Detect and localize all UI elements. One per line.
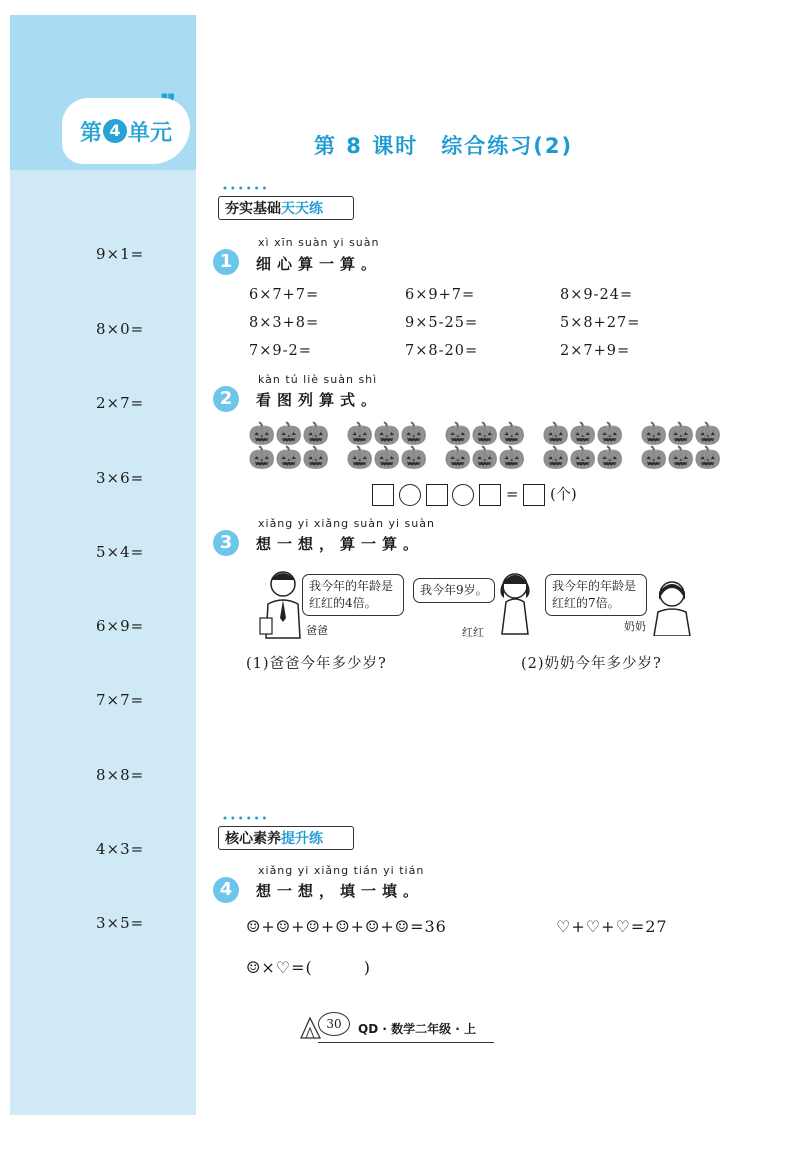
pumpkin-icon: 🎃: [498, 422, 526, 447]
q1-pinyin: xì xīn suàn yi suàn: [258, 236, 380, 249]
unit-badge: [62, 98, 190, 164]
pumpkin-icon: 🎃: [640, 446, 668, 471]
answer-box[interactable]: [479, 484, 501, 506]
dad-name: 爸爸: [306, 624, 328, 637]
pumpkin-icon: 🎃: [471, 422, 499, 447]
q1-equation: 7×8-20=: [405, 343, 479, 359]
footer-divider: [318, 1042, 494, 1043]
q3-number: 3: [213, 530, 239, 556]
pumpkin-icon: 🎃: [444, 422, 472, 447]
grandma-speech-bubble: 我今年的年龄是红红的7倍。: [545, 574, 647, 616]
pumpkin-icon: 🎃: [694, 422, 722, 447]
girl-speech-bubble: 我今年9岁。: [413, 578, 495, 603]
book-label: QD · 数学二年级 · 上: [358, 1022, 476, 1036]
pumpkin-icon: 🎃: [694, 446, 722, 471]
section-label: 夯实基础天天练: [218, 196, 354, 220]
q1-text: 细心算一算。: [256, 255, 383, 273]
q1-equation: 7×9-2=: [249, 343, 312, 359]
pumpkin-icon: 🎃: [596, 446, 624, 471]
pumpkin-icon: 🎃: [400, 446, 428, 471]
sidebar-equation: 8×0=: [96, 320, 145, 338]
q4-equation-smiley: ☺+☺+☺+☺+☺+☺=36: [246, 917, 447, 936]
pumpkin-icon: 🎃: [444, 446, 472, 471]
operator-circle[interactable]: [452, 484, 474, 506]
operator-circle[interactable]: [399, 484, 421, 506]
answer-box[interactable]: [372, 484, 394, 506]
sidebar-equation: 9×1=: [96, 245, 145, 263]
dad-figure: [258, 568, 308, 640]
pumpkin-icon: 🎃: [569, 422, 597, 447]
sidebar-equation: 4×3=: [96, 840, 145, 858]
q4-equation-product: ☺×♡=( ): [246, 958, 371, 977]
section-banner-basic: [218, 184, 358, 222]
sidebar-equation: 3×6=: [96, 469, 145, 487]
pumpkin-icon: 🎃: [302, 446, 330, 471]
unit-prefix: 第: [79, 120, 102, 146]
grandma-figure: [650, 576, 696, 636]
lesson-title: 第 8 课时 综合练习(2): [314, 134, 574, 158]
unit-suffix: 单元: [128, 120, 173, 146]
pumpkin-icon: 🎃: [667, 446, 695, 471]
q2-unit: (个): [550, 485, 577, 503]
unit-number: 4: [103, 119, 127, 143]
pumpkin-icon: 🎃: [373, 422, 401, 447]
answer-box[interactable]: [426, 484, 448, 506]
girl-figure: [490, 570, 540, 636]
pumpkin-icon: 🎃: [667, 422, 695, 447]
sidebar-equation: 8×8=: [96, 766, 145, 784]
sidebar: [10, 15, 196, 1115]
q3-sub1: (1)爸爸今年多少岁?: [246, 656, 387, 672]
pumpkin-icon: 🎃: [498, 446, 526, 471]
q3-text: 想一想，算一算。: [256, 535, 425, 553]
answer-box[interactable]: [523, 484, 545, 506]
sidebar-equation: 6×9=: [96, 617, 145, 635]
pumpkin-icon: 🎃: [275, 446, 303, 471]
pumpkin-icon: 🎃: [302, 422, 330, 447]
pumpkin-icon: 🎃: [275, 422, 303, 447]
dots-decoration: ••••••: [222, 814, 270, 825]
pumpkin-icon: 🎃: [346, 422, 374, 447]
section-label: 核心素养提升练: [218, 826, 354, 850]
pumpkin-icon: 🎃: [640, 422, 668, 447]
q1-number: 1: [213, 249, 239, 275]
grandma-name: 奶奶: [624, 620, 646, 633]
q4-text: 想一想，填一填。: [256, 882, 425, 900]
pumpkin-icon: 🎃: [346, 446, 374, 471]
q2-answer-template: [372, 483, 577, 506]
q1-equation: 9×5-25=: [405, 315, 479, 331]
section-banner-advanced: [218, 814, 358, 852]
q3-pinyin: xiǎng yi xiǎng suàn yi suàn: [258, 517, 435, 530]
sidebar-equation: 5×4=: [96, 543, 145, 561]
pumpkin-groups: [248, 422, 722, 474]
q4-number: 4: [213, 877, 239, 903]
pumpkin-icon: 🎃: [596, 422, 624, 447]
pumpkin-icon: 🎃: [248, 422, 276, 447]
page-number: 30: [318, 1012, 350, 1036]
pumpkin-icon: 🎃: [400, 422, 428, 447]
q4-equation-heart: ♡+♡+♡=27: [556, 917, 668, 936]
q1-equation: 8×9-24=: [560, 287, 634, 303]
q2-text: 看图列算式。: [256, 391, 383, 409]
q4-pinyin: xiǎng yi xiǎng tián yi tián: [258, 864, 425, 877]
q2-number: 2: [213, 386, 239, 412]
sidebar-equation: 7×7=: [96, 691, 145, 709]
pumpkin-icon: 🎃: [569, 446, 597, 471]
sidebar-equation: 2×7=: [96, 394, 145, 412]
pumpkin-icon: 🎃: [471, 446, 499, 471]
pumpkin-icon: 🎃: [542, 446, 570, 471]
sidebar-equation: 3×5=: [96, 914, 145, 932]
q1-equation: 2×7+9=: [560, 343, 631, 359]
q1-equation: 6×9+7=: [405, 287, 476, 303]
pumpkin-icon: 🎃: [248, 446, 276, 471]
dad-speech-bubble: 我今年的年龄是红红的4倍。: [302, 574, 404, 616]
q1-equation: 6×7+7=: [249, 287, 320, 303]
dots-decoration: ••••••: [222, 184, 270, 195]
q2-pinyin: kàn tú liè suàn shì: [258, 373, 378, 386]
girl-name: 红红: [462, 626, 484, 639]
pumpkin-icon: 🎃: [373, 446, 401, 471]
q1-equation: 8×3+8=: [249, 315, 320, 331]
equals-sign: =: [505, 485, 519, 503]
pumpkin-icon: 🎃: [542, 422, 570, 447]
q3-sub2: (2)奶奶今年多少岁?: [521, 656, 662, 672]
q1-equation: 5×8+27=: [560, 315, 641, 331]
